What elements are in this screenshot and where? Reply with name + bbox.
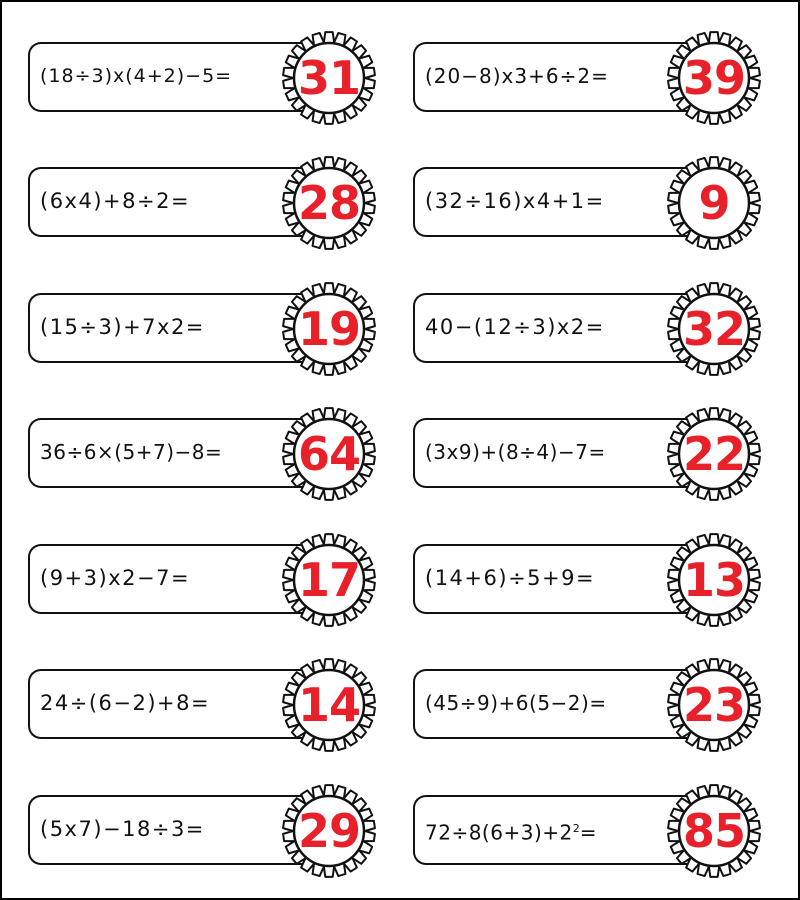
problem-card [413, 156, 773, 250]
answer-number: 14 [297, 678, 360, 732]
sunburst-badge [659, 658, 769, 752]
equation-text: (32÷16)x4+1= [425, 189, 605, 213]
problem-card [413, 407, 773, 501]
equation-text [425, 814, 597, 848]
problem-card [28, 533, 388, 627]
problem-card [413, 658, 773, 752]
answer-number: 23 [682, 678, 745, 732]
sunburst-badge [274, 407, 384, 501]
answer-number: 32 [682, 302, 745, 356]
problem-card [28, 31, 388, 125]
equation-text: (20−8)x3+6÷2= [425, 64, 609, 88]
problem-card [413, 282, 773, 376]
problem-card [28, 407, 388, 501]
answer-number: 39 [682, 51, 745, 105]
equation-text: 40−(12÷3)x2= [425, 315, 605, 339]
answer-number: 19 [297, 302, 360, 356]
equation-equals: = [579, 820, 597, 845]
sunburst-badge [659, 31, 769, 125]
answer-number: 31 [297, 51, 360, 105]
answer-number: 17 [297, 553, 360, 607]
problem-card [28, 156, 388, 250]
problem-card [28, 784, 388, 878]
sunburst-badge [659, 533, 769, 627]
sunburst-badge [274, 282, 384, 376]
equation-text: (18÷3)x(4+2)−5= [40, 65, 233, 87]
problem-card [413, 533, 773, 627]
sunburst-badge [274, 31, 384, 125]
problem-card [28, 282, 388, 376]
answer-number: 29 [297, 804, 360, 858]
equation-base: 72÷8(6+3)+2 [425, 820, 573, 845]
answer-number: 22 [682, 427, 745, 481]
equation-text: (6x4)+8÷2= [40, 189, 191, 213]
problem-card [28, 658, 388, 752]
answer-number: 9 [698, 176, 730, 230]
sunburst-badge [274, 533, 384, 627]
sunburst-badge [274, 156, 384, 250]
sunburst-badge [659, 407, 769, 501]
equation-text: 36÷6×(5+7)−8= [40, 440, 223, 464]
equation-text: (45÷9)+6(5−2)= [425, 691, 607, 715]
problem-card [413, 784, 773, 878]
answer-number: 28 [297, 176, 360, 230]
sunburst-badge [659, 784, 769, 878]
equation-text: (5x7)−18÷3= [40, 817, 205, 841]
equation-text: (3x9)+(8÷4)−7= [425, 440, 606, 464]
sunburst-badge [274, 658, 384, 752]
equation-text: (9+3)x2−7= [40, 566, 191, 590]
problem-card [413, 31, 773, 125]
equation-text: 24÷(6−2)+8= [40, 691, 211, 715]
sunburst-badge [274, 784, 384, 878]
equation-text: (15÷3)+7x2= [40, 315, 205, 339]
answer-number: 64 [297, 427, 360, 481]
equation-text: (14+6)÷5+9= [425, 566, 596, 590]
sunburst-badge [659, 282, 769, 376]
equation-exponent: 2 [572, 822, 580, 835]
sunburst-badge [659, 156, 769, 250]
answer-number: 13 [682, 553, 745, 607]
answer-number: 85 [682, 804, 745, 858]
